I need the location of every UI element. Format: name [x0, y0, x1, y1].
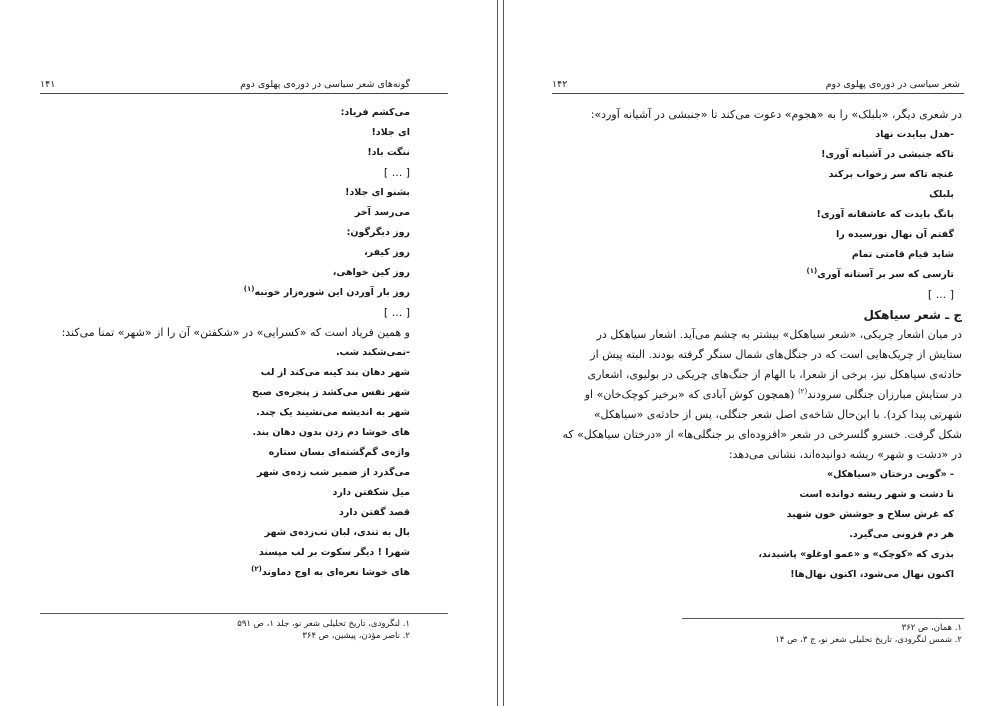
- line-text: [ ... ]: [383, 166, 410, 179]
- line-text: حادثه‌ی سیاهکل نیز، برخی از شعرا، با الهام از جنگ‌های چریکی در بولیوی، اشعاری: [587, 368, 962, 381]
- line-text: می‌رسد آخر: [354, 207, 410, 218]
- page-body: [40, 103, 410, 583]
- line-text: تا دشت و شهر ریشه دوانده است: [799, 489, 954, 500]
- poem-line: [552, 465, 962, 485]
- running-title: شعر سیاسی در دوره‌ی پهلوی دوم: [825, 79, 960, 90]
- footnote: ۲. شمس لنگرودی، تاریخ تحلیلی شعر نو، ج ۳، ص ۱۴: [775, 635, 962, 645]
- omission-mark: [40, 303, 410, 323]
- line-text: روز بار آوردن این شوره‌زار خونبه: [254, 287, 410, 298]
- prose-line: [552, 405, 962, 425]
- line-text: -هدل بیایدت نهاد: [875, 129, 954, 140]
- poem-line: [552, 185, 962, 205]
- line-text: شاید قیام قامتی تمام: [851, 249, 954, 260]
- line-text: شهر به اندیشه می‌نشیند یک چند.: [256, 407, 410, 418]
- prose-line: [552, 105, 962, 125]
- footnotes: [40, 618, 410, 642]
- line-text: های خوشا دم زدن بدون دهان بند.: [252, 427, 410, 438]
- poem-line: [552, 225, 962, 245]
- line-text: ننگت باد!: [367, 147, 410, 158]
- poem-line: [552, 525, 962, 545]
- line-text: شهر نفس می‌کشد ز پنجره‌ی صبح: [252, 387, 410, 398]
- footnote: ۱. لنگرودی، تاریخ تحلیلی شعر نو، جلد ۱، ص ۵۹۱: [237, 619, 410, 629]
- line-text: شکل گرفت. خسرو گلسرخی در شعر «افزوده‌ای بر جنگلی‌ها» از «درختان سیاهکل» که: [562, 428, 962, 441]
- right-page: [552, 0, 964, 706]
- line-text: می‌کشم فریاد:: [340, 107, 410, 118]
- page-number: ۱۴۱: [40, 79, 56, 90]
- poem-line: [40, 203, 410, 223]
- line-text: [ ... ]: [927, 288, 954, 301]
- poem-line: [40, 103, 410, 123]
- poem-line: [40, 403, 410, 423]
- line-text: در ستایش مبارزان جنگلی سرودند: [807, 388, 962, 401]
- omission-mark: [40, 163, 410, 183]
- poem-line: [40, 383, 410, 403]
- line-text: شهرتی پیدا کرد). با این‌حال شاخه‌ی اصل شعر جنگلی، پس از حادثه‌ی «سیاهکل»: [593, 408, 962, 421]
- line-text: قصد گفتن دارد: [339, 507, 410, 518]
- line-text: شهرا ! دیگر سکوت بر لب مپسند: [258, 547, 410, 558]
- omission-mark: [552, 285, 962, 305]
- prose-line: [40, 323, 410, 343]
- line-text-tail: (همچون کوش آبادی که «برخیز کوچک‌خان» او: [584, 388, 798, 401]
- poem-line: [552, 545, 962, 565]
- line-text: روز دیگرگون:: [346, 227, 410, 238]
- page-header: [552, 78, 964, 92]
- poem-line: [552, 565, 962, 585]
- line-text: بشنو ای جلاد!: [345, 187, 410, 198]
- poem-line: [40, 543, 410, 563]
- footnote-rule: [40, 613, 448, 614]
- line-text: ج ـ شعر سیاهکل: [863, 308, 962, 322]
- poem-line: [40, 183, 410, 203]
- poem-line: [40, 423, 410, 443]
- prose-line: [552, 325, 962, 345]
- poem-line: [552, 505, 962, 525]
- footnote-marker[interactable]: (۲): [797, 387, 808, 396]
- line-text: بلبلک: [929, 189, 954, 200]
- prose-line: [552, 345, 962, 365]
- prose-line: [552, 365, 962, 385]
- line-text: اکنون نهال می‌شود، اکنون نهال‌ها!: [790, 569, 954, 580]
- poem-line: [40, 523, 410, 543]
- spine-divider: [503, 0, 504, 706]
- prose-line: [552, 425, 962, 445]
- section-heading: [552, 305, 962, 325]
- line-text: ای جلاد!: [371, 127, 410, 138]
- line-text: گفتم آن نهال نورسیده را: [836, 229, 954, 240]
- footnote-marker[interactable]: (۲): [251, 564, 262, 573]
- running-title: گونه‌های شعر سیاسی در دوره‌ی پهلوی دوم: [240, 79, 410, 90]
- page-header: [40, 78, 448, 92]
- line-text: در شعری دیگر، «بلبلک» را به «هجوم» دعوت می‌کند تا «جنبشی در آشیانه آورد»:: [590, 108, 962, 121]
- line-text: در «دشت و شهر» ریشه دوانیده‌اند، نشانی می‌دهد:: [728, 448, 962, 461]
- line-text: بال به تندی، لبان تب‌زده‌ی شهر: [264, 527, 410, 538]
- line-text: هر دم فزونی می‌گیرد.: [849, 529, 954, 540]
- poem-line: [40, 123, 410, 143]
- prose-line: [552, 385, 962, 405]
- poem-line: [40, 363, 410, 383]
- poem-line: [40, 283, 410, 303]
- line-text: [ ... ]: [383, 306, 410, 319]
- line-text: در میان اشعار چریکی، «شعر سیاهکل» بیشتر به چشم می‌آید. اشعار سیاهکل در: [596, 328, 962, 341]
- poem-line: [552, 245, 962, 265]
- footnotes: [552, 622, 962, 646]
- page-number: ۱۴۲: [552, 79, 568, 90]
- line-text: بذری که «کوچک» و «عمو اوغلو» پاشیدند،: [758, 549, 954, 560]
- poem-line: [40, 263, 410, 283]
- footnote-marker[interactable]: (۱): [806, 266, 818, 275]
- footnote: ۲. ناصر مؤذن، پیشین، ص ۳۶۴: [302, 631, 410, 641]
- line-text: تارسی که سر بر آستانه آوری: [817, 269, 954, 280]
- line-text: تاکه جنبشی در آشیانه آوری!: [821, 149, 954, 160]
- line-text: میل شکفتن دارد: [332, 487, 410, 498]
- header-rule: [552, 93, 964, 94]
- prose-line: [552, 445, 962, 465]
- line-text: و همین فریاد است که «کسرایی» در «شکفتن» آن را از «شهر» تمنا می‌کند:: [61, 326, 410, 339]
- line-text: - «گویی درختان «سیاهکل»: [826, 469, 954, 480]
- poem-line: [552, 265, 962, 285]
- poem-line: [40, 243, 410, 263]
- poem-line: [40, 503, 410, 523]
- line-text: می‌گذرد از ضمیر شب زده‌ی شهر: [256, 467, 410, 478]
- line-text: ستایش از چریک‌هایی است که در جنگل‌های شمال سنگر گرفته بودند. البته پیش از: [590, 348, 962, 361]
- poem-line: [40, 563, 410, 583]
- spine-divider: [497, 0, 498, 706]
- line-text: واژه‌ی گم‌گشته‌ای بسان ستاره: [268, 447, 410, 458]
- poem-line: [40, 223, 410, 243]
- line-text: بانگ بایدت که عاشقانه آوری!: [816, 209, 954, 220]
- footnote-marker[interactable]: (۱): [243, 284, 255, 293]
- line-text: -نمی‌شکند شب.: [335, 347, 410, 358]
- poem-line: [40, 463, 410, 483]
- poem-line: [40, 483, 410, 503]
- line-text: روز کیفر،: [364, 247, 410, 258]
- page-body: [552, 105, 962, 585]
- left-page: [40, 0, 448, 706]
- line-text: که غرش سلاح و جوشش خون شهید: [786, 509, 954, 520]
- poem-line: [40, 143, 410, 163]
- poem-line: [40, 443, 410, 463]
- line-text: شهر دهان بند کینه می‌کند از لب: [260, 367, 410, 378]
- footnote-rule: [682, 618, 964, 619]
- line-text: های خوشا نعره‌ای به اوج دماوند: [261, 567, 410, 578]
- header-rule: [40, 93, 448, 94]
- poem-line: [552, 205, 962, 225]
- poem-line: [552, 485, 962, 505]
- line-text: روز کین خواهی،: [332, 267, 410, 278]
- poem-line: [552, 165, 962, 185]
- poem-line: [552, 125, 962, 145]
- footnote: ۱. همان، ص ۳۶۲: [901, 623, 962, 633]
- poem-line: [552, 145, 962, 165]
- poem-line: [40, 343, 410, 363]
- line-text: غنچه تاکه سر زخواب برکند: [828, 169, 954, 180]
